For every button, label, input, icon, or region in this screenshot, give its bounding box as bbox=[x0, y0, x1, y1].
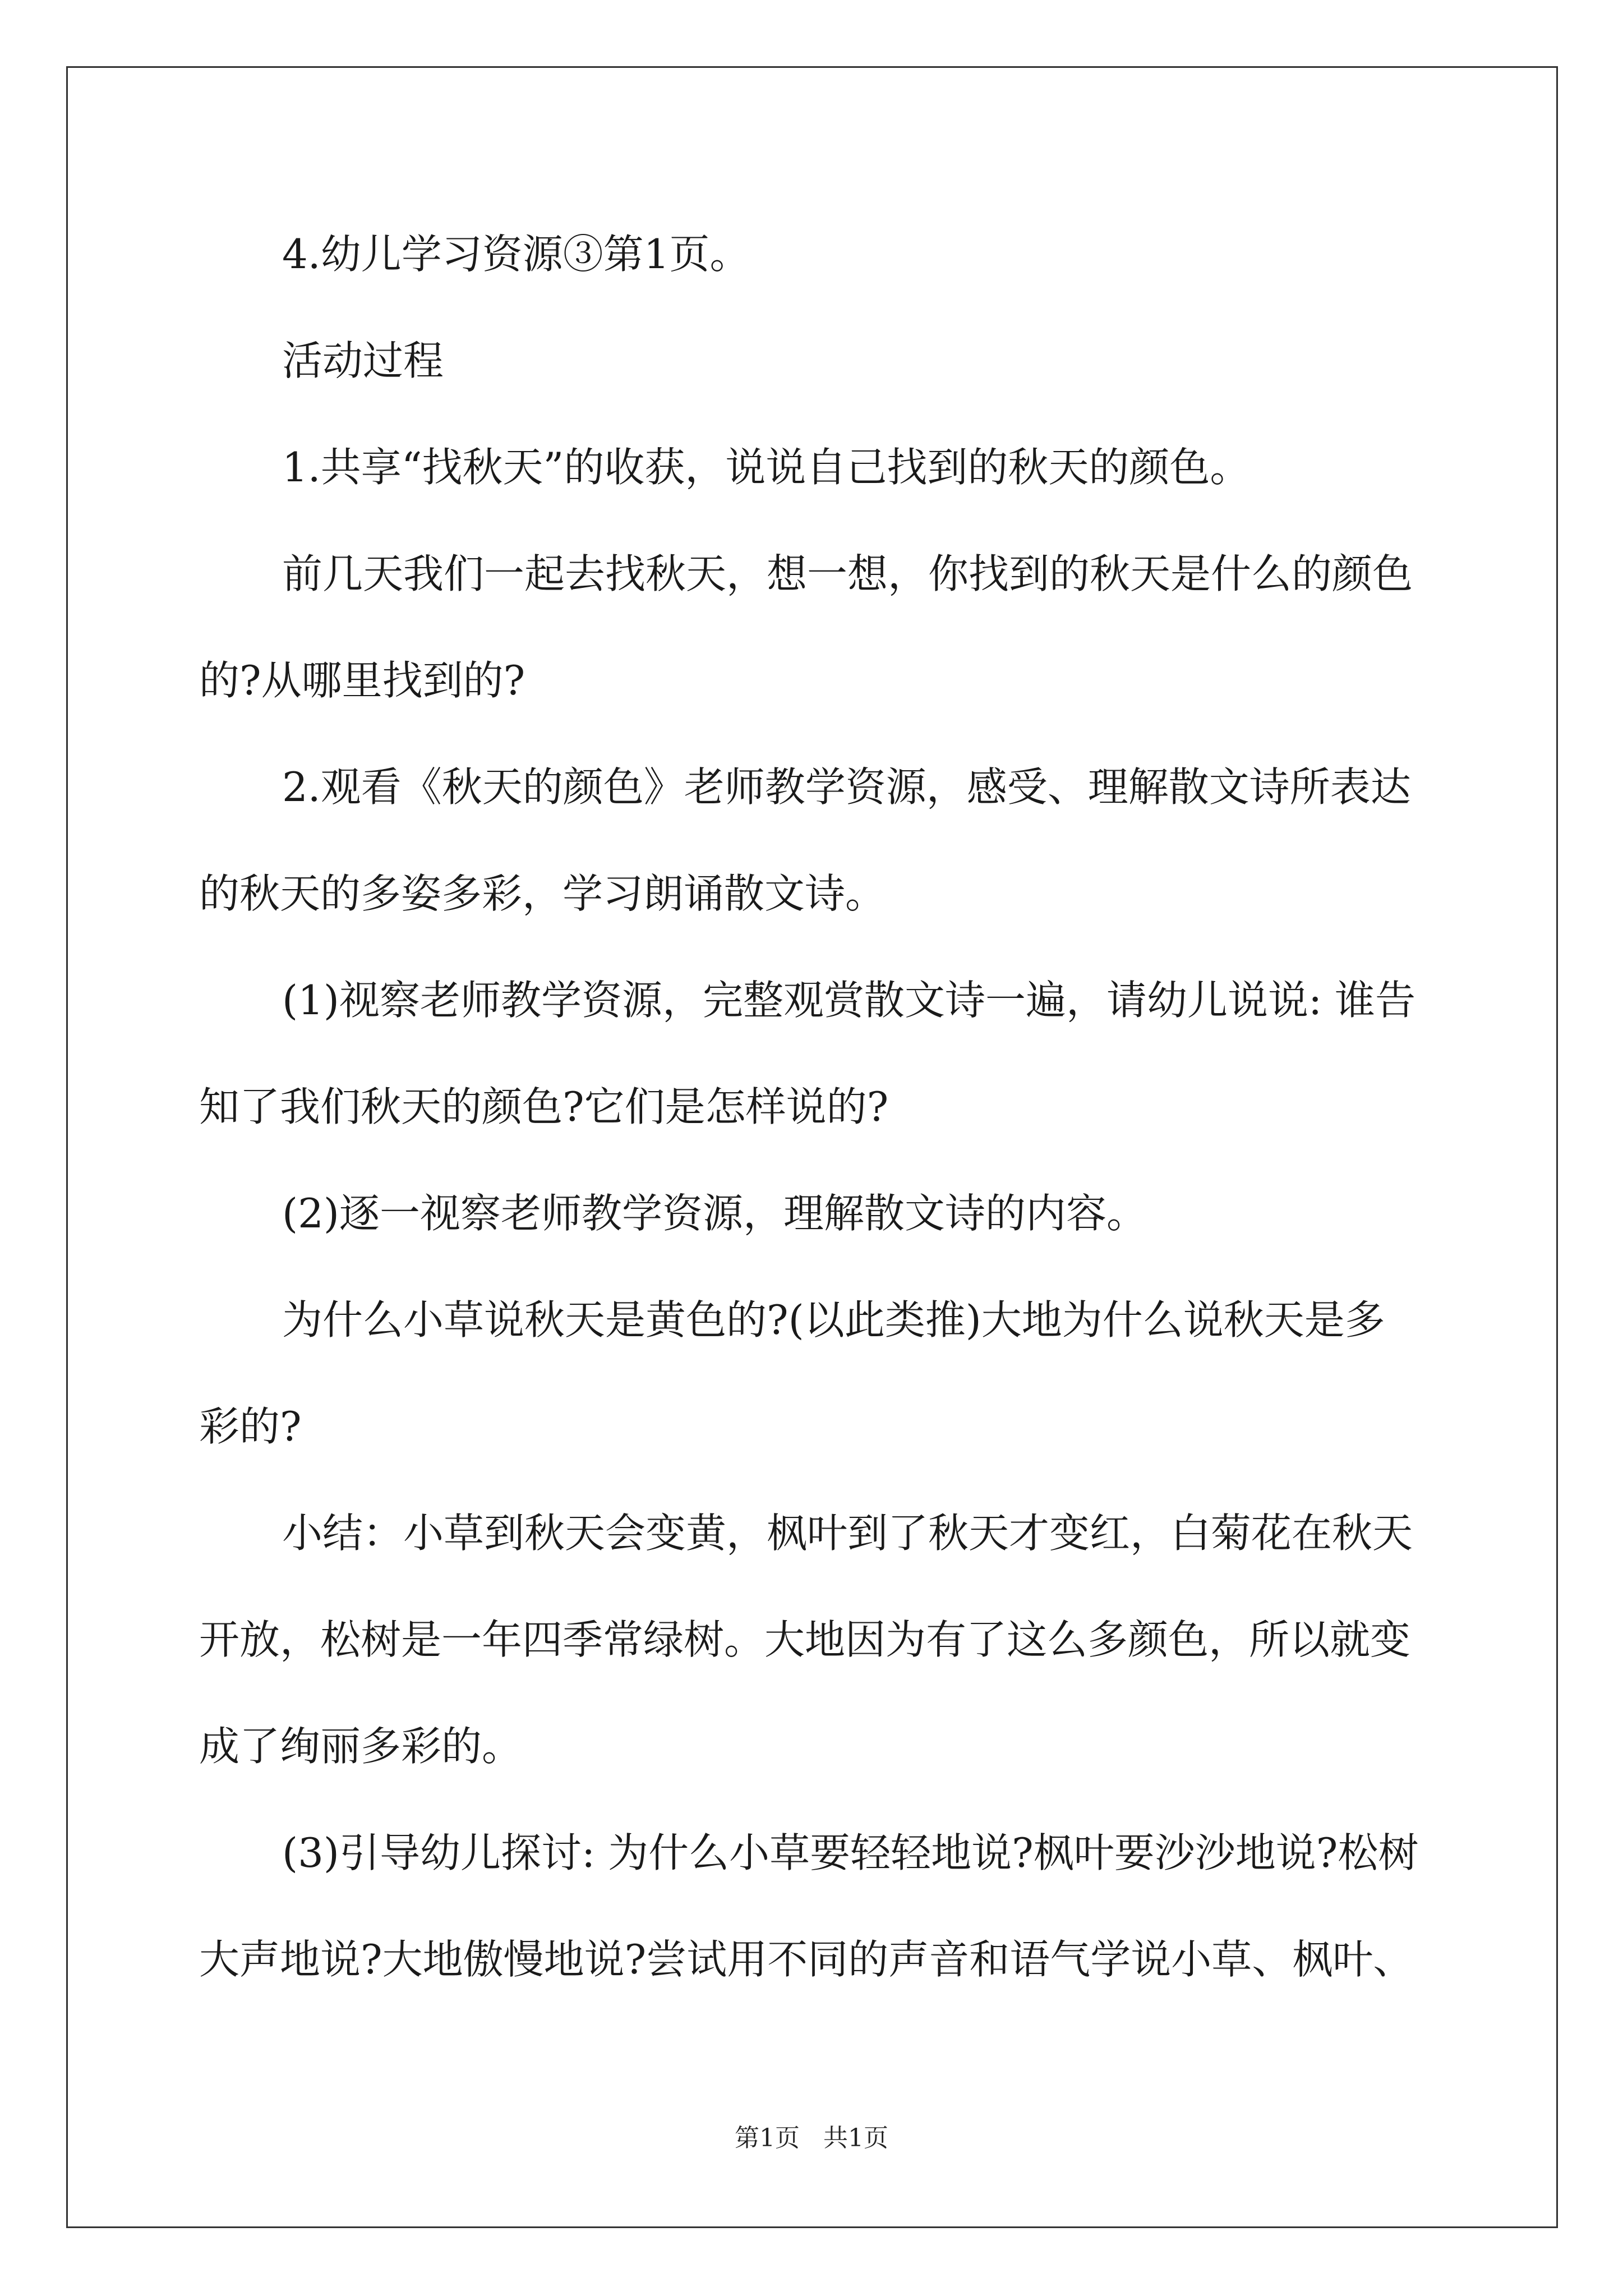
text-line: 活动过程 bbox=[282, 337, 444, 384]
text-line: 4.幼儿学习资源③第1页。 bbox=[282, 231, 750, 278]
text-line: 小结：小草到秋天会变黄，枫叶到了秋天才变红，白菊花在秋天 bbox=[282, 1510, 1413, 1557]
page-footer bbox=[0, 2118, 1623, 2154]
paragraph bbox=[199, 414, 1521, 521]
text-line: 彩的? bbox=[199, 1403, 302, 1450]
paragraph bbox=[199, 1160, 1521, 1267]
text-line: 知了我们秋天的颜色?它们是怎样说的? bbox=[199, 1083, 889, 1130]
text-line: 前几天我们一起去找秋天，想一想，你找到的秋天是什么的颜色 bbox=[282, 550, 1413, 597]
text-line: 2.观看《秋天的颜色》老师教学资源，感受、理解散文诗所表达 bbox=[282, 763, 1411, 811]
paragraph bbox=[199, 521, 1438, 734]
text-line: (1)视察老师教学资源，完整观赏散文诗一遍，请幼儿说说: 谁告 bbox=[282, 977, 1416, 1024]
text-line: 成了绚丽多彩的。 bbox=[199, 1723, 523, 1770]
text-line: 的?从哪里找到的? bbox=[199, 657, 525, 704]
paragraph bbox=[199, 734, 1438, 947]
text-line: 开放，松树是一年四季常绿树。大地因为有了这么多颜色，所以就变 bbox=[199, 1616, 1411, 1663]
paragraph bbox=[199, 1267, 1438, 1480]
text-line: (3)引导幼儿探讨: 为什么小草要轻轻地说?枫叶要沙沙地说?松树 bbox=[282, 1829, 1419, 1876]
text-line: 的秋天的多姿多彩，学习朗诵散文诗。 bbox=[199, 870, 886, 917]
paragraph bbox=[199, 1480, 1438, 1800]
paragraph bbox=[199, 1800, 1438, 2013]
text-line: (2)逐一视察老师教学资源，理解散文诗的内容。 bbox=[282, 1190, 1147, 1237]
text-line: 大声地说?大地傲慢地说?尝试用不同的声音和语气学说小草、枫叶、 bbox=[199, 1936, 1414, 1983]
text-line: 为什么小草说秋天是黄色的?(以此类推)大地为什么说秋天是多 bbox=[282, 1296, 1385, 1343]
paragraph bbox=[199, 947, 1438, 1160]
paragraph bbox=[199, 201, 1521, 307]
current-page-label: 第1页 bbox=[735, 2124, 800, 2152]
paragraph bbox=[199, 307, 1521, 414]
text-line: 1.共享“找秋天”的收获，说说自己找到的秋天的颜色。 bbox=[282, 444, 1251, 491]
total-pages-label: 共1页 bbox=[823, 2124, 888, 2152]
